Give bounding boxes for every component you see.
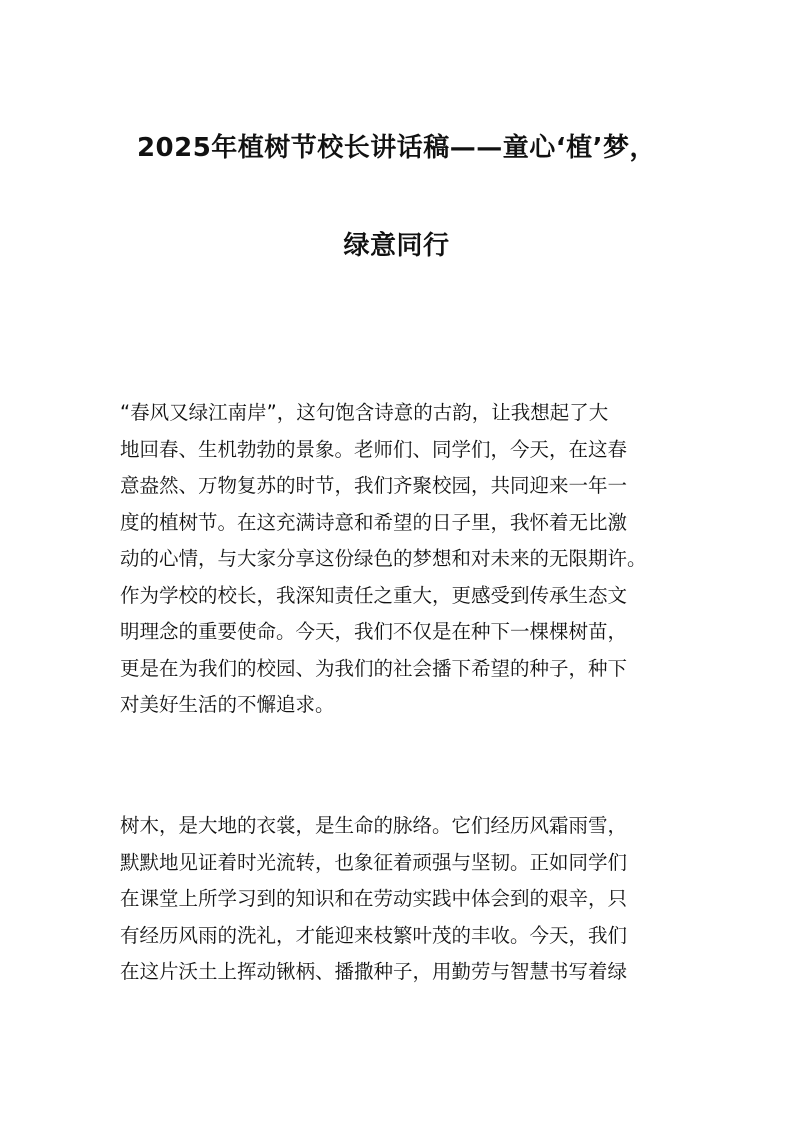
paragraph-line: 默默地见证着时光流转，也象征着顽强与坚韧。正如同学们 xyxy=(120,850,628,874)
paragraph-line: 对美好生活的不懈追求。 xyxy=(120,693,335,716)
document-title-line-2: 绿意同行 xyxy=(343,231,450,261)
paragraph-line: 作为学校的校长，我深知责任之重大，更感受到传承生态文 xyxy=(120,583,628,607)
paragraph-line: 更是在为我们的校园、为我们的社会播下希望的种子，种下 xyxy=(120,656,628,680)
paragraph-line: “春风又绿江南岸”，这句饱含诗意的古韵，让我想起了大 xyxy=(120,401,609,424)
paragraph-2 xyxy=(120,808,680,991)
paragraph-line: 在课堂上所学习到的知识和在劳动实践中体会到的艰辛，只 xyxy=(120,887,628,910)
paragraph-line: 有经历风雨的洗礼，才能迎来枝繁叶茂的丰收。今天，我们 xyxy=(120,923,628,947)
paragraph-line: 明理念的重要使命。今天，我们不仅是在种下一棵棵树苗， xyxy=(120,620,628,643)
paragraph-1 xyxy=(120,395,680,724)
paragraph-line: 在这片沃土上挥动锹柄、播撒种子，用勤劳与智慧书写着绿 xyxy=(120,960,628,983)
paragraph-line: 度的植树节。在这充满诗意和希望的日子里，我怀着无比激 xyxy=(120,510,628,534)
paragraph-line: 地回春、生机勃勃的景象。老师们、同学们，今天，在这春 xyxy=(120,437,628,461)
document-title-line-1: 2025年植树节校长讲话稿——童心‘植’梦， xyxy=(136,133,657,163)
paragraph-line: 动的心情，与大家分享这份绿色的梦想和对未来的无限期许。 xyxy=(120,547,647,570)
paragraph-line: 树木，是大地的衣裳，是生命的脉络。它们经历风霜雨雪， xyxy=(120,814,628,837)
paragraph-line: 意盎然、万物复苏的时节，我们齐聚校园，共同迎来一年一 xyxy=(120,474,628,497)
